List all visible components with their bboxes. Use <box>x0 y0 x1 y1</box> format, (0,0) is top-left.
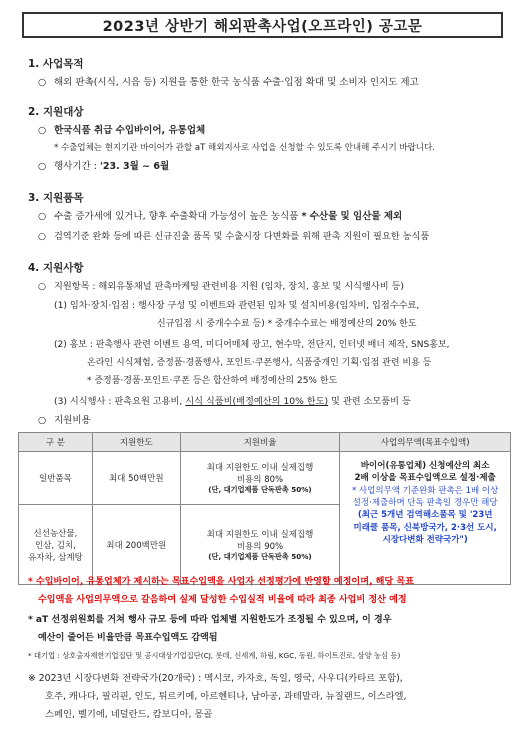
sec2-target: ○ 한국식품 취급 수입바이어, 유통업체 <box>38 125 206 136</box>
row-category: 신선농산물, 인삼, 김치, 유자차, 삼계탕 <box>19 505 93 585</box>
sec4-sub3: (3) 시식행사 : 판촉요원 고용비, 시식 식품비(배정예산의 10% 한도) 및 관련 소모품비 등 <box>54 396 411 407</box>
sec1-line1: ○ 해외 판촉(시식, 시음 등) 지원을 통한 한국 농식품 수출·입점 확대 및 소비자 인지도 제고 <box>38 77 419 88</box>
bullet-icon: ○ <box>38 281 47 292</box>
note-1-line2: 수입액을 사업의무액으로 갈음하여 실제 달성한 수입실적 비율에 따라 최종 사업비 정산 예정 <box>38 595 407 605</box>
table-header: 사업의무액(목표수입액) <box>340 433 511 452</box>
note-2-line2: 예산이 줄어든 비율만큼 목표수입액도 감액됨 <box>38 633 218 643</box>
sec4-cost-label: ○ 지원비용 <box>38 415 91 426</box>
note-4-line1: ※ 2023년 시장다변화 전략국가(20개국) : 멕시코, 카자흐, 독일, 영국, 사우디(카타르 포함), <box>28 673 403 684</box>
sec3-line2: ○ 검역기준 완화 등에 따른 신규진출 품목 및 수출시장 다변화를 위해 판촉 지원이 필요한 농식품 <box>38 231 430 242</box>
sec2-note: * 수출업체는 현지기관 바이어가 관할 aT 해외지사로 사업을 신청할 수 있도록 안내해 주시기 바랍니다. <box>54 143 435 153</box>
bullet-icon: ○ <box>38 125 47 136</box>
sec3-line1: ○ 수출 증가세에 있거나, 향후 수출확대 가능성이 높은 농식품 * 수산물 및 임산물 제외 <box>38 211 403 222</box>
table-header-row <box>19 433 511 452</box>
page-title: 2023년 상반기 해외판촉사업(오프라인) 공고문 <box>22 12 503 38</box>
bullet-icon: ○ <box>38 77 47 88</box>
bullet-icon: ○ <box>38 231 47 242</box>
section-2-heading: 2. 지원대상 <box>28 106 84 118</box>
table-header: 구 분 <box>19 433 93 452</box>
sec4-item-main: ○ 지원항목 : 해외유통채널 판촉마케팅 관련비용 지원 (임차, 장치, 홍보 및 시식행사비 등) <box>38 281 404 292</box>
sec4-sub1-line2: 신규입점 시 중개수수료 등) * 중개수수료는 배정예산의 20% 한도 <box>157 319 417 329</box>
support-table <box>18 432 511 585</box>
sec4-sub2-line3: * 증정품·경품·포인트·쿠폰 등은 합산하여 배정예산의 25% 한도 <box>87 376 338 386</box>
bullet-icon: ○ <box>38 211 47 222</box>
section-1-heading: 1. 사업목적 <box>28 58 84 70</box>
note-4-line2: 호주, 캐나다, 필리핀, 인도, 튀르키예, 아르헨티나, 남아공, 과테말라, 뉴질랜드, 이스라엘, <box>45 691 407 702</box>
sec2-period: ○ 행사기간 : '23. 3월 ~ 6월 <box>38 161 170 172</box>
note-4-line3: 스페인, 벨기에, 네덜란드, 캄보디아, 몽골 <box>45 709 213 720</box>
table-header: 지원비율 <box>180 433 340 452</box>
note-1-line1: * 수입바이어, 유통업체가 제시하는 목표수입액을 사업자 선정평가에 반영할 예정이며, 해당 목표 <box>28 577 414 587</box>
note-2-line1: * aT 선정위원회를 거쳐 행사 규모 등에 따라 업체별 지원한도가 조정될 수 있으며, 이 경우 <box>28 615 392 625</box>
section-3-heading: 3. 지원품목 <box>28 192 84 204</box>
row-limit: 최대 200백만원 <box>92 505 180 585</box>
sec4-sub2-line2: 온라인 시식체험, 증정품·경품행사, 포인트·쿠폰행사, 식품중개인 기획·입점 관련 비용 등 <box>87 358 432 368</box>
section-4-heading: 4. 지원사항 <box>28 262 84 274</box>
row-duty: 바이어(유통업체) 신청예산의 최소 2배 이상을 목표수입액으로 설정·제출 * 사업의무액 기준완화 판촉은 1배 이상 설정·제출하며 단독 판촉일 경우만 해당 (최근 5개년 검역해소품목 및 '23년 미래클 품목, 신북방국가, 2·3선 도시, 시장다변화 전략국가") <box>340 452 511 585</box>
table-header: 지원한도 <box>92 433 180 452</box>
sec4-sub2-line1: (2) 홍보 : 판촉행사 관련 이벤트 용역, 미디어매체 광고, 현수막, 전단지, 인터넷 배너 제작, SNS홍보, <box>54 340 450 350</box>
row-ratio: 최대 지원한도 이내 실제집행 비용의 80% (단, 대기업제품 단독판촉 50%) <box>180 452 340 505</box>
table-row <box>19 452 511 505</box>
bullet-icon: ○ <box>38 161 47 172</box>
row-category: 일반품목 <box>19 452 93 505</box>
sec4-sub1-line1: (1) 임차·장치·입점 : 행사장 구성 및 이벤트와 관련된 임차 및 설치비용(임차비, 입점수수료, <box>54 300 420 311</box>
row-ratio: 최대 지원한도 이내 실제집행 비용의 90% (단, 대기업제품 단독판촉 50%) <box>180 505 340 585</box>
bullet-icon: ○ <box>38 415 47 426</box>
row-limit: 최대 50백만원 <box>92 452 180 505</box>
note-3: * 대기업 : 상호출자제한기업집단 및 공시대상기업집단(CJ, 롯데, 신세계, 하림, KGC, 동원, 하이트진로, 삼양 농심 등) <box>28 651 401 660</box>
